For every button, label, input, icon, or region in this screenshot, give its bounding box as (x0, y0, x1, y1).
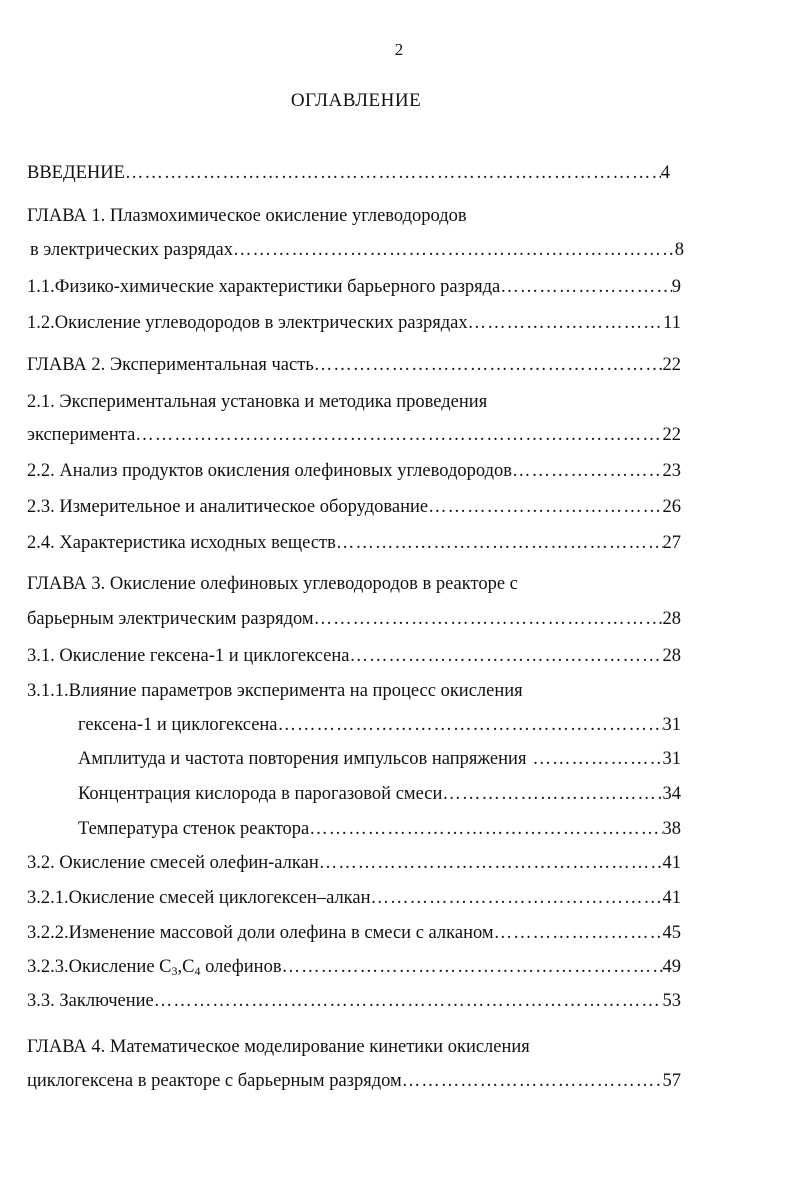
toc-3-1-1-title: 3.1.1.Влияние параметров эксперимента на процесс окисления (27, 681, 523, 701)
toc-entry-text: Амплитуда и частота повторения импульсов напряжения (78, 749, 527, 769)
toc-entry-page: 34 (662, 784, 681, 804)
toc-entry-3-2-3 (27, 954, 681, 980)
dot-leader (494, 920, 663, 946)
toc-entry-page: 8 (674, 240, 684, 260)
toc-chapter-4-title: ГЛАВА 4. Математическое моделирование кинетики окисления (27, 1037, 530, 1057)
toc-entry-text: 1.1.Физико-химические характеристики барьерного разряда (27, 277, 501, 297)
toc-entry-text: ВВЕДЕНИЕ (27, 163, 125, 183)
toc-entry-text: 2.3. Измерительное и аналитическое оборудование (27, 497, 429, 517)
toc-entry-3-1-1 (78, 712, 681, 738)
toc-entry-text: 3.2.2.Изменение массовой доли олефина в смеси с алканом (27, 923, 494, 943)
toc-entry-text: 3.2. Окисление смесей олефин-алкан (27, 853, 319, 873)
dot-leader (154, 988, 663, 1014)
toc-entry-page: 45 (662, 923, 681, 943)
dot-leader (512, 458, 663, 484)
toc-entry-page: 38 (662, 819, 681, 839)
toc-entry-page: 49 (662, 957, 681, 977)
toc-entry-3-1-1-c (78, 816, 681, 842)
page-number: 2 (394, 40, 404, 59)
dot-leader (402, 1068, 663, 1094)
formula-prefix: 3.2.3.Окисление С (27, 957, 172, 977)
toc-entry-text: 2.4. Характеристика исходных веществ (27, 533, 336, 553)
dot-leader (135, 422, 662, 448)
dot-leader (278, 712, 663, 738)
toc-entry-page: 41 (662, 853, 681, 873)
toc-entry-page: 27 (662, 533, 681, 553)
toc-entry-text: 1.2.Окисление углеводородов в электрических разрядах (27, 313, 468, 333)
dot-leader (319, 850, 663, 876)
toc-entry-text: 3.3. Заключение (27, 991, 154, 1011)
toc-entry-intro (27, 160, 670, 186)
toc-entry-2-2 (27, 458, 681, 484)
toc-entry-page: 22 (662, 425, 681, 445)
toc-entry-text: гексена-1 и циклогексена (78, 715, 278, 735)
toc-chapter-1-title: ГЛАВА 1. Плазмохимическое окисление углеводородов (27, 206, 467, 226)
toc-entry-text: 3.2.1.Окисление смесей циклогексен–алкан (27, 888, 371, 908)
toc-entry-ch3 (27, 606, 681, 632)
toc-entry-text (27, 954, 282, 980)
toc-entry-1-2 (27, 310, 681, 336)
toc-entry-3-1 (27, 643, 681, 669)
page-title: ОГЛАВЛЕНИЕ (290, 90, 422, 111)
toc-entry-text: 2.2. Анализ продуктов окисления олефиновых углеводородов (27, 461, 512, 481)
toc-entry-page: 57 (662, 1071, 681, 1091)
toc-entry-text: эксперимента (27, 425, 136, 445)
toc-entry-page: 28 (662, 609, 681, 629)
toc-entry-page: 31 (662, 749, 681, 769)
dot-leader (468, 310, 664, 336)
dot-leader (428, 494, 662, 520)
toc-entry-2-4 (27, 530, 681, 556)
toc-entry-page: 26 (662, 497, 681, 517)
toc-entry-text: 3.1. Окисление гексена-1 и циклогексена (27, 646, 350, 666)
toc-entry-text: Концентрация кислорода в парогазовой смеси (78, 784, 443, 804)
toc-entry-page: 4 (660, 163, 670, 183)
dot-leader (314, 352, 663, 378)
formula-suffix: олефинов (200, 957, 282, 977)
dot-leader (125, 160, 661, 186)
toc-entry-ch4 (27, 1068, 681, 1094)
toc-entry-page: 31 (662, 715, 681, 735)
dot-leader (371, 885, 663, 911)
toc-entry-ch2 (27, 352, 681, 378)
toc-entry-3-2-1 (27, 885, 681, 911)
toc-entry-text: ГЛАВА 2. Экспериментальная часть (27, 355, 314, 375)
dot-leader (349, 643, 662, 669)
dot-leader (500, 274, 671, 300)
toc-entry-text: барьерным электрическим разрядом (27, 609, 314, 629)
toc-entry-3-1-1-a (78, 746, 681, 772)
toc-entry-3-2 (27, 850, 681, 876)
toc-entry-text: Температура стенок реактора (78, 819, 310, 839)
toc-entry-page: 41 (662, 888, 681, 908)
dot-leader (309, 816, 662, 842)
toc-entry-page: 23 (662, 461, 681, 481)
toc-2-1-title: 2.1. Экспериментальная установка и методика проведения (27, 392, 488, 412)
toc-entry-3-1-1-b (78, 781, 681, 807)
toc-entry-1-1 (27, 274, 681, 300)
subscript-4: 4 (194, 964, 201, 978)
toc-entry-text: в электрических разрядах (30, 240, 233, 260)
formula-mid: ,С (177, 957, 195, 977)
dot-leader (282, 954, 663, 980)
toc-entry-3-2-2 (27, 920, 681, 946)
toc-entry-page: 28 (662, 646, 681, 666)
toc-chapter-3-title: ГЛАВА 3. Окисление олефиновых углеводородов в реакторе с (27, 574, 518, 594)
toc-entry-page: 22 (662, 355, 681, 375)
subscript-3: 3 (171, 964, 178, 978)
dot-leader (314, 606, 663, 632)
toc-entry-2-3 (27, 494, 681, 520)
dot-leader (442, 781, 662, 807)
toc-entry-page: 11 (663, 313, 681, 333)
toc-entry-3-3 (27, 988, 681, 1014)
dot-leader (233, 237, 675, 263)
toc-entry-page: 9 (671, 277, 681, 297)
toc-entry-ch1 (30, 237, 684, 263)
toc-entry-page: 53 (662, 991, 681, 1011)
dot-leader (532, 746, 662, 772)
toc-entry-text: циклогексена в реакторе с барьерным разрядом (27, 1071, 402, 1091)
toc-entry-2-1 (27, 422, 681, 448)
dot-leader (336, 530, 663, 556)
